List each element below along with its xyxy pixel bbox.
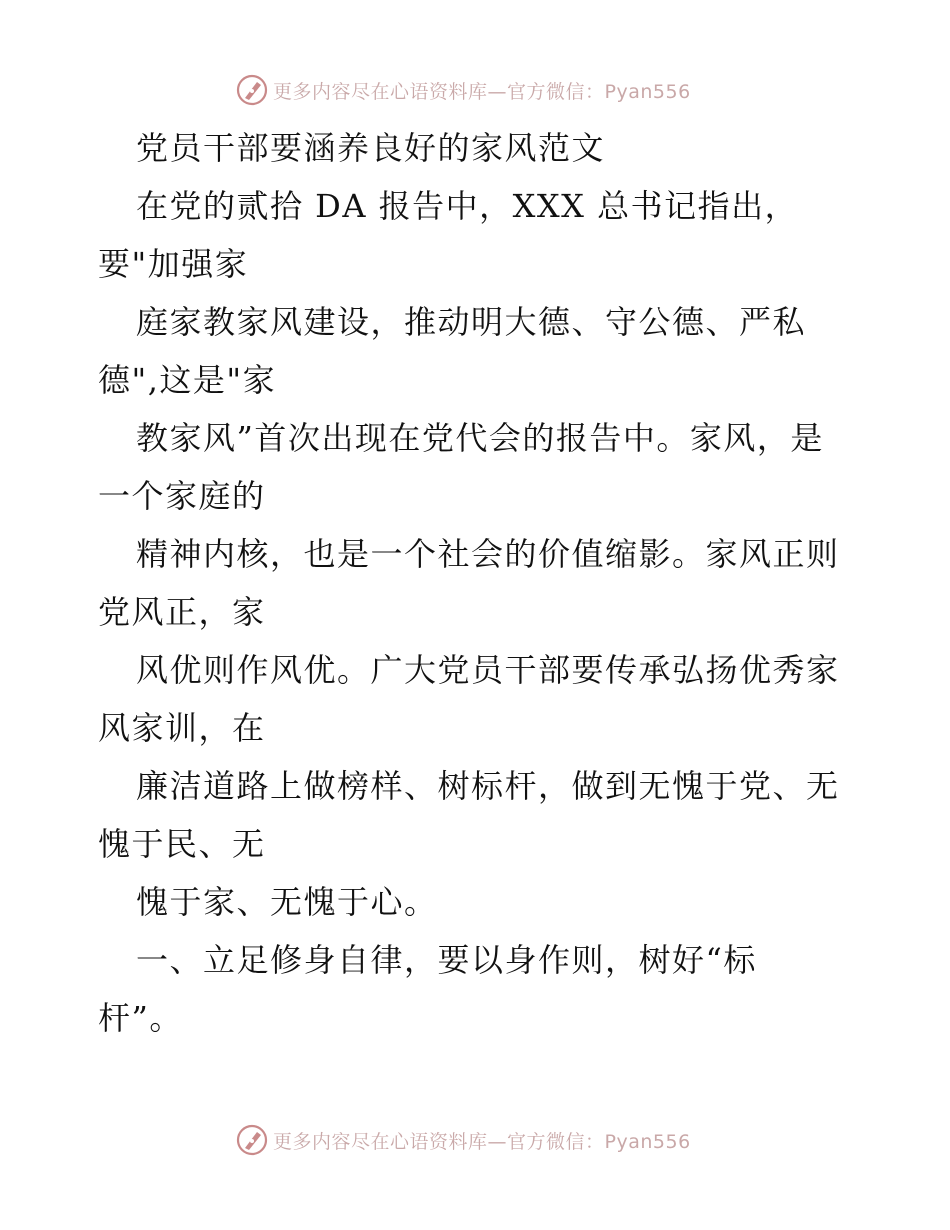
paragraph-line: 庭家教家风建设，推动明大德、守公德、严私 <box>136 303 807 341</box>
watermark-text: 更多内容尽在心语资料库—官方微信：Pyan556 <box>273 1130 691 1153</box>
paragraph-line: 党风正，家 <box>98 593 266 631</box>
paragraph-line: 风优则作风优。广大党员干部要传承弘扬优秀家 <box>136 651 840 689</box>
paragraph-line: 要"加强家 <box>98 245 249 283</box>
paragraph-line: 风家训，在 <box>98 709 266 747</box>
paragraph-line: 愧于家、无愧于心。 <box>136 883 438 921</box>
paragraph-line: 一个家庭的 <box>98 477 266 515</box>
document-title: 党员干部要涵养良好的家风范文 <box>136 129 606 167</box>
paragraph-line: 廉洁道路上做榜样、树标杆，做到无愧于党、无 <box>136 767 840 805</box>
section-heading: 杆”。 <box>98 999 183 1037</box>
paragraph-line: 教家风”首次出现在党代会的报告中。家风，是 <box>136 419 824 457</box>
pen-nib-icon <box>235 1123 269 1157</box>
watermark-text: 更多内容尽在心语资料库—官方微信：Pyan556 <box>273 80 691 103</box>
section-heading: 一、立足修身自律，要以身作则，树好“标 <box>136 941 757 979</box>
paragraph-line: 德",这是"家 <box>98 361 277 399</box>
header-watermark <box>235 73 691 107</box>
paragraph-line: 精神内核，也是一个社会的价值缩影。家风正则 <box>136 535 840 573</box>
paragraph-line: 愧于民、无 <box>98 825 266 863</box>
footer-watermark <box>235 1123 691 1157</box>
paragraph-line: 在党的贰拾 DA 报告中，XXX 总书记指出， <box>136 187 799 225</box>
pen-nib-icon <box>235 73 269 107</box>
